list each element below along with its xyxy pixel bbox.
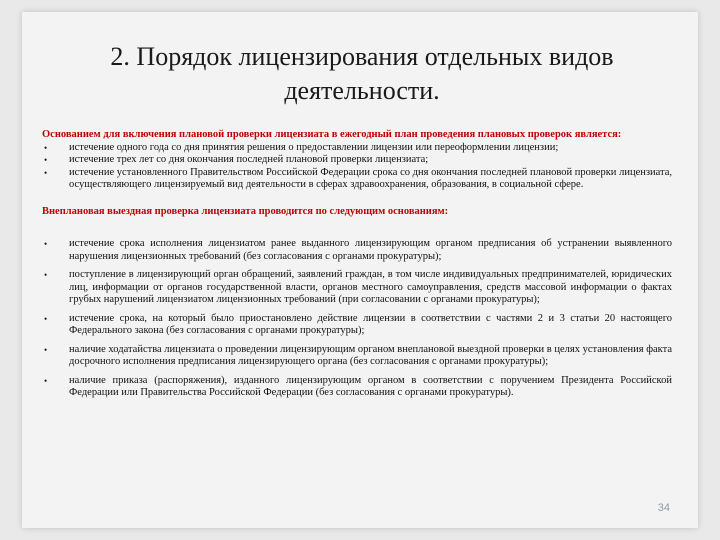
bullet-icon: • bbox=[44, 142, 48, 153]
slide bbox=[22, 12, 698, 528]
list-item-text: наличие приказа (распоряжения), изданного лицензирующим органом в соответствии с поручением Президента Российской Федерации или Правительства Российской Федерации (без согласования с органами прокуратуры). bbox=[69, 374, 672, 398]
list-item-text: истечение срока, на который было приостановлено действие лицензии в соответствии с частями 2 и 3 статьи 20 настоящего Федерального закона (без согласования с органами прокуратуры); bbox=[69, 312, 672, 336]
bullet-icon: • bbox=[44, 167, 48, 178]
section1-heading: Основанием для включения плановой проверки лицензиата в ежегодный план проведения плановых проверок является: bbox=[42, 129, 622, 140]
section1-list bbox=[42, 142, 672, 192]
list-item bbox=[42, 142, 672, 155]
list-item-text: наличие ходатайства лицензиата о проведении лицензирующим органом внеплановой выездной проверки в целях установления факта досрочного исполнения предписания лицензирующего органа (без согласования с органами прокуратуры); bbox=[69, 343, 672, 367]
list-item bbox=[42, 167, 672, 192]
bullet-icon: • bbox=[44, 313, 48, 324]
list-item bbox=[42, 344, 672, 369]
list-item bbox=[42, 313, 672, 338]
bullet-icon: • bbox=[44, 344, 48, 355]
bullet-icon: • bbox=[44, 239, 48, 249]
page-number: 34 bbox=[657, 502, 670, 514]
slide-title: 2. Порядок лицензирования отдельных видов деятельности. bbox=[110, 42, 614, 105]
list-item bbox=[42, 154, 672, 167]
list-item bbox=[42, 375, 672, 400]
list-item bbox=[42, 269, 672, 307]
section2-list bbox=[42, 238, 672, 400]
bullet-icon: • bbox=[44, 375, 48, 386]
section2-heading: Внеплановая выездная проверка лицензиата проводится по следующим основаниям: bbox=[42, 205, 449, 217]
list-item bbox=[42, 238, 672, 263]
bullet-icon: • bbox=[44, 155, 48, 165]
list-item-text: истечение срока исполнения лицензиатом ранее выданного лицензирующим органом предписания об устранении выявленного нарушения лицензионных требований (без согласования с органами прокуратуры); bbox=[69, 238, 672, 262]
bullet-icon: • bbox=[44, 270, 48, 280]
list-item-text: истечение трех лет со дня окончания последней плановой проверки лицензиата; bbox=[69, 154, 429, 165]
list-item-text: поступление в лицензирующий орган обращений, заявлений граждан, в том числе индивидуальных предпринимателей, юридических лиц, информации от органов государственной власти, органов местного самоуправления, средств массовой информации о фактах грубых нарушений лицензиатом лицензионных требований (при согласовании с органами прокуратуры); bbox=[69, 269, 672, 305]
list-item-text: истечение одного года со дня принятия решения о предоставлении лицензии или переоформлении лицензии; bbox=[69, 141, 559, 153]
list-item-text: истечение установленного Правительством Российской Федерации срока со дня окончания последней плановой проверки лицензиата, осуществляющего лицензируемый вид деятельности в сферах здравоохранения, образования, в социальной сфере. bbox=[69, 166, 672, 190]
slide-content bbox=[42, 129, 672, 406]
